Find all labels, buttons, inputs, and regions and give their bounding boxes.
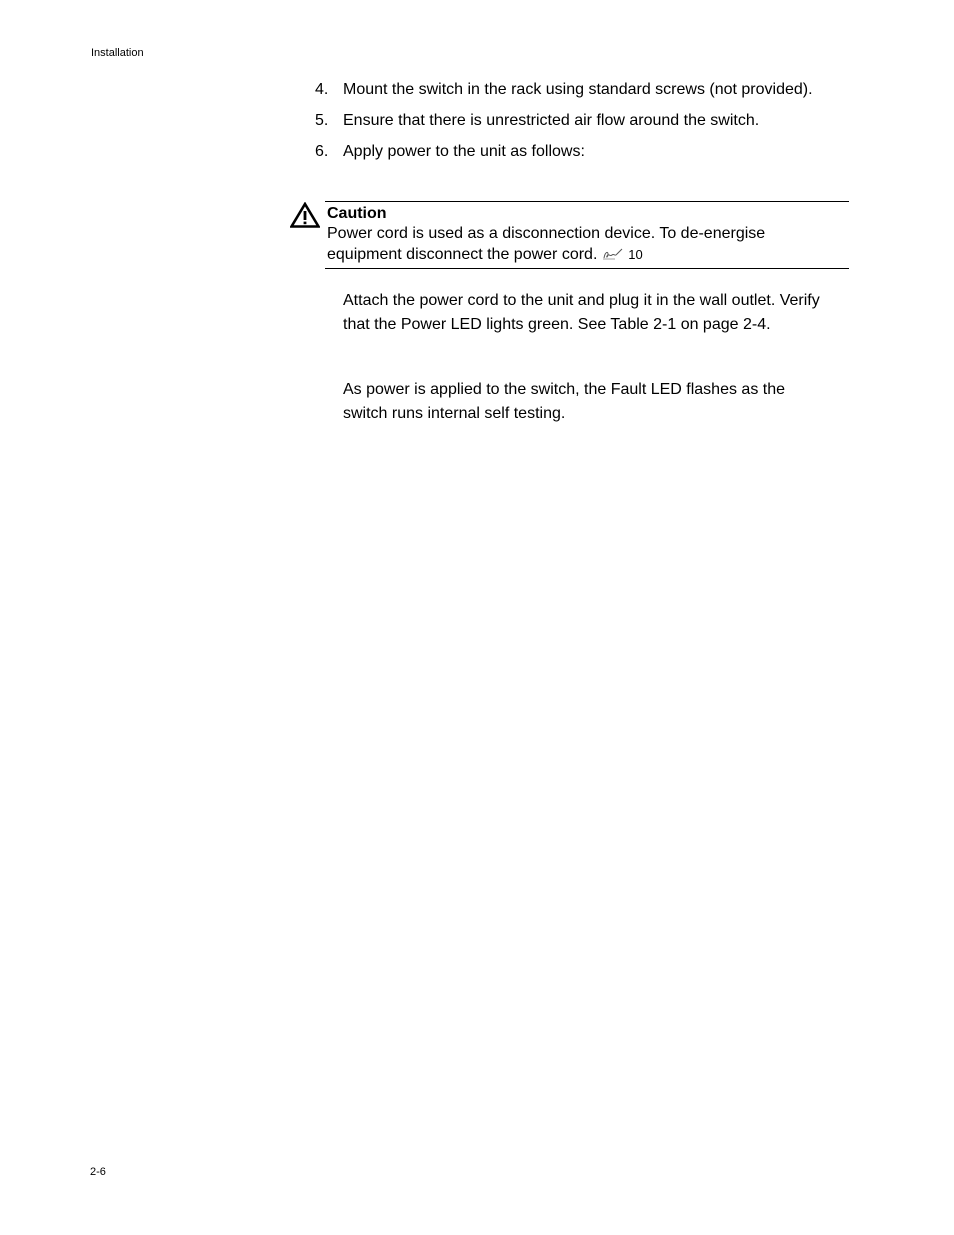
step-5 <box>315 110 815 132</box>
step-6 <box>315 141 815 163</box>
caution-box <box>290 201 849 269</box>
power-cord-paragraph: Attach the power cord to the unit and plug it in the wall outlet. Verify that the Power LED lights green. See Table 2-1 on page 2-4. <box>343 292 820 333</box>
caution-title: Caution <box>327 205 387 222</box>
page-number: 2-6 <box>90 1166 106 1178</box>
caution-bottom-rule <box>325 268 849 269</box>
self-test-paragraph: As power is applied to the switch, the Fault LED flashes as the switch runs internal self testing. <box>343 381 786 422</box>
step-text: Ensure that there is unrestricted air flow around the switch. <box>343 112 760 129</box>
warning-triangle-icon <box>290 202 320 228</box>
installation-steps <box>315 79 815 172</box>
caution-text <box>327 223 827 265</box>
step-number: 6. <box>315 143 329 160</box>
caution-reference-number: 10 <box>628 247 643 262</box>
step-text: Apply power to the unit as follows: <box>343 143 585 160</box>
step-number: 5. <box>315 112 329 129</box>
pen-signature-icon <box>602 248 624 260</box>
caution-body: Power cord is used as a disconnection device. To de-energise equipment disconnect the power cord. <box>327 225 766 263</box>
caution-top-rule <box>325 201 849 202</box>
step-number: 4. <box>315 81 329 98</box>
step-4 <box>315 79 815 101</box>
step-text: Mount the switch in the rack using standard screws (not provided). <box>343 81 813 98</box>
running-header: Installation <box>91 47 144 59</box>
